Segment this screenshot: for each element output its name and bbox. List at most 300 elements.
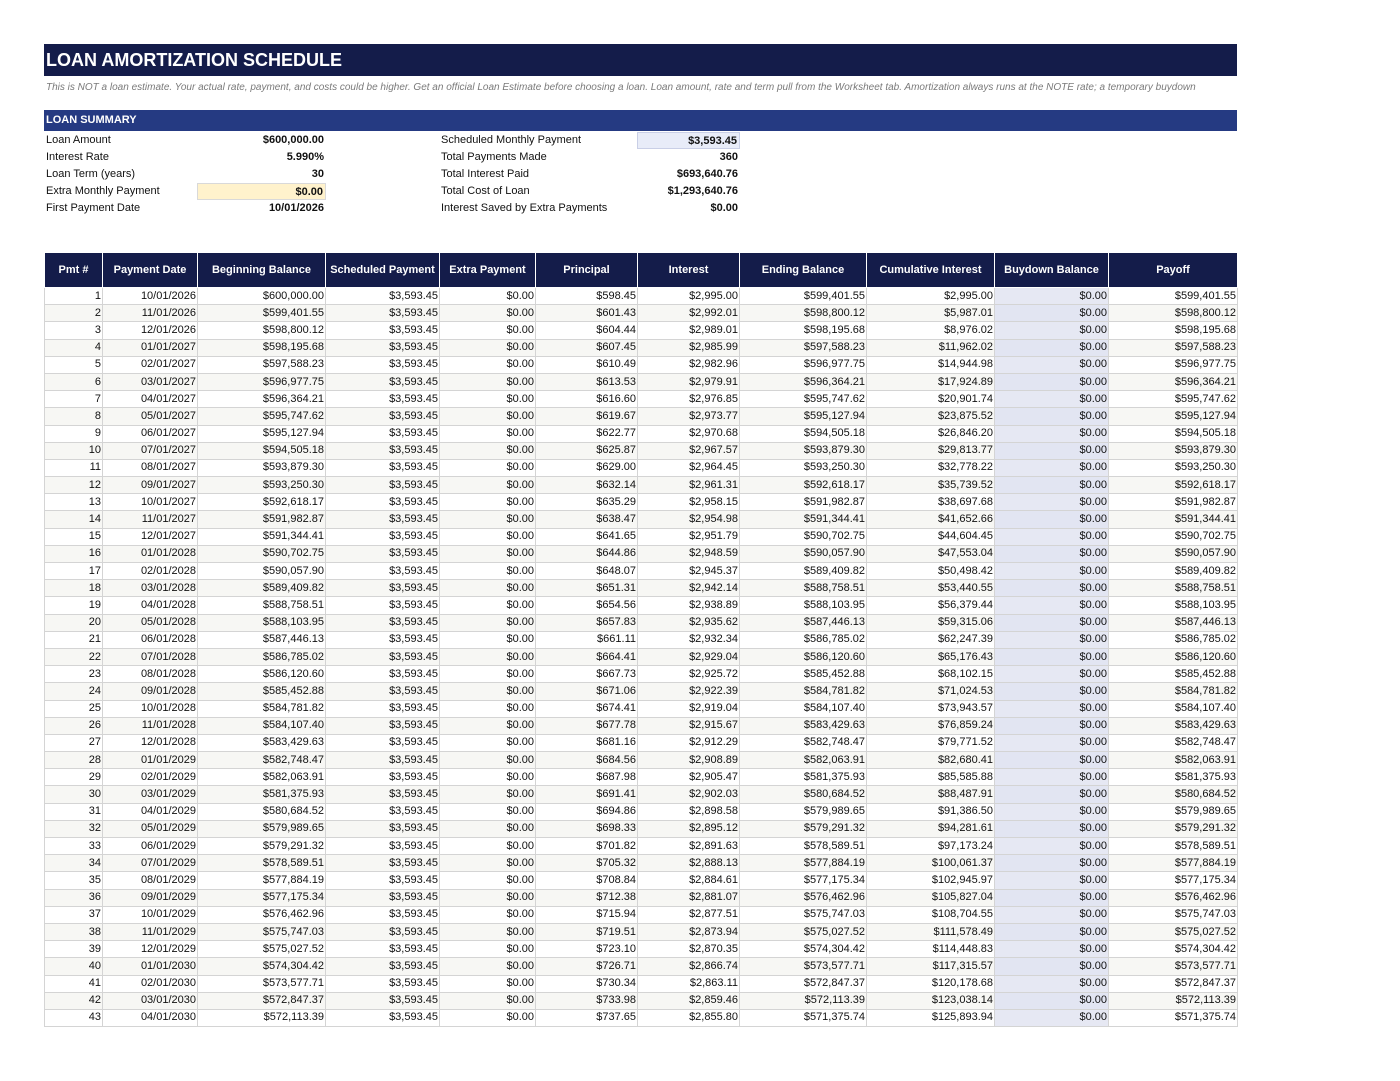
cell-payment-date[interactable]: 02/01/2029 <box>103 769 198 786</box>
cell-buydown-balance[interactable]: $0.00 <box>995 958 1109 975</box>
cell-beginning-balance[interactable]: $582,063.91 <box>198 769 326 786</box>
cell-payoff[interactable]: $599,401.55 <box>1109 288 1238 305</box>
cell-ending-balance[interactable]: $583,429.63 <box>740 717 867 734</box>
cell-scheduled-payment[interactable]: $3,593.45 <box>326 648 440 665</box>
cell-ending-balance[interactable]: $579,989.65 <box>740 803 867 820</box>
cell-payoff[interactable]: $590,702.75 <box>1109 528 1238 545</box>
cell-buydown-balance[interactable]: $0.00 <box>995 442 1109 459</box>
cell-interest[interactable]: $2,905.47 <box>638 769 740 786</box>
cell-beginning-balance[interactable]: $577,884.19 <box>198 872 326 889</box>
cell-beginning-balance[interactable]: $596,364.21 <box>198 391 326 408</box>
cell-payment-date[interactable]: 12/01/2029 <box>103 941 198 958</box>
cell-buydown-balance[interactable]: $0.00 <box>995 305 1109 322</box>
cell-extra-payment[interactable]: $0.00 <box>440 820 536 837</box>
cell-buydown-balance[interactable]: $0.00 <box>995 597 1109 614</box>
cell-interest[interactable]: $2,859.46 <box>638 992 740 1009</box>
cell-payoff[interactable]: $597,588.23 <box>1109 339 1238 356</box>
cell-principal[interactable]: $661.11 <box>536 631 638 648</box>
cell-payment-date[interactable]: 10/01/2026 <box>103 288 198 305</box>
cell-scheduled-payment[interactable]: $3,593.45 <box>326 356 440 373</box>
cell-beginning-balance[interactable]: $588,103.95 <box>198 614 326 631</box>
cell-cumulative-interest[interactable]: $26,846.20 <box>867 425 995 442</box>
cell-ending-balance[interactable]: $574,304.42 <box>740 941 867 958</box>
cell-extra-payment[interactable]: $0.00 <box>440 339 536 356</box>
cell-cumulative-interest[interactable]: $17,924.89 <box>867 373 995 390</box>
cell-beginning-balance[interactable]: $579,989.65 <box>198 820 326 837</box>
cell-extra-payment[interactable]: $0.00 <box>440 322 536 339</box>
cell-interest[interactable]: $2,954.98 <box>638 511 740 528</box>
cell-ending-balance[interactable]: $592,618.17 <box>740 477 867 494</box>
cell-interest[interactable]: $2,915.67 <box>638 717 740 734</box>
cell-buydown-balance[interactable]: $0.00 <box>995 459 1109 476</box>
cell-extra-payment[interactable]: $0.00 <box>440 958 536 975</box>
cell-payment-date[interactable]: 09/01/2029 <box>103 889 198 906</box>
cell-principal[interactable]: $723.10 <box>536 941 638 958</box>
cell-payoff[interactable]: $578,589.51 <box>1109 838 1238 855</box>
cell-scheduled-payment[interactable]: $3,593.45 <box>326 322 440 339</box>
cell-scheduled-payment[interactable]: $3,593.45 <box>326 528 440 545</box>
cell-buydown-balance[interactable]: $0.00 <box>995 700 1109 717</box>
cell-interest[interactable]: $2,982.96 <box>638 356 740 373</box>
cell-ending-balance[interactable]: $584,107.40 <box>740 700 867 717</box>
cell-beginning-balance[interactable]: $572,847.37 <box>198 992 326 1009</box>
cell-cumulative-interest[interactable]: $102,945.97 <box>867 872 995 889</box>
cell-beginning-balance[interactable]: $589,409.82 <box>198 580 326 597</box>
cell-scheduled-payment[interactable]: $3,593.45 <box>326 442 440 459</box>
cell-payment-date[interactable]: 03/01/2028 <box>103 580 198 597</box>
cell-scheduled-payment[interactable]: $3,593.45 <box>326 666 440 683</box>
cell-payment-date[interactable]: 12/01/2027 <box>103 528 198 545</box>
cell-beginning-balance[interactable]: $600,000.00 <box>198 288 326 305</box>
cell-cumulative-interest[interactable]: $41,652.66 <box>867 511 995 528</box>
cell-beginning-balance[interactable]: $584,107.40 <box>198 717 326 734</box>
cell-interest[interactable]: $2,881.07 <box>638 889 740 906</box>
cell-principal[interactable]: $712.38 <box>536 889 638 906</box>
cell-beginning-balance[interactable]: $584,781.82 <box>198 700 326 717</box>
cell-payment-date[interactable]: 08/01/2029 <box>103 872 198 889</box>
cell-ending-balance[interactable]: $582,748.47 <box>740 734 867 751</box>
cell-beginning-balance[interactable]: $576,462.96 <box>198 906 326 923</box>
cell-buydown-balance[interactable]: $0.00 <box>995 339 1109 356</box>
cell-payment-date[interactable]: 10/01/2027 <box>103 494 198 511</box>
cell-extra-payment[interactable]: $0.00 <box>440 356 536 373</box>
cell-extra-payment[interactable]: $0.00 <box>440 992 536 1009</box>
cell-payoff[interactable]: $575,027.52 <box>1109 923 1238 940</box>
cell-beginning-balance[interactable]: $572,113.39 <box>198 1009 326 1026</box>
cell-interest[interactable]: $2,888.13 <box>638 855 740 872</box>
cell-payoff[interactable]: $571,375.74 <box>1109 1009 1238 1026</box>
cell-cumulative-interest[interactable]: $114,448.83 <box>867 941 995 958</box>
cell-principal[interactable]: $632.14 <box>536 477 638 494</box>
cell-beginning-balance[interactable]: $573,577.71 <box>198 975 326 992</box>
cell-payoff[interactable]: $593,250.30 <box>1109 459 1238 476</box>
cell-scheduled-payment[interactable]: $3,593.45 <box>326 975 440 992</box>
cell-ending-balance[interactable]: $586,785.02 <box>740 631 867 648</box>
cell-payoff[interactable]: $573,577.71 <box>1109 958 1238 975</box>
cell-payment-date[interactable]: 11/01/2027 <box>103 511 198 528</box>
cell-pmt-number[interactable]: 36 <box>45 889 103 906</box>
cell-buydown-balance[interactable]: $0.00 <box>995 425 1109 442</box>
cell-buydown-balance[interactable]: $0.00 <box>995 855 1109 872</box>
cell-ending-balance[interactable]: $578,589.51 <box>740 838 867 855</box>
cell-buydown-balance[interactable]: $0.00 <box>995 975 1109 992</box>
cell-payoff[interactable]: $592,618.17 <box>1109 477 1238 494</box>
cell-ending-balance[interactable]: $587,446.13 <box>740 614 867 631</box>
cell-extra-payment[interactable]: $0.00 <box>440 631 536 648</box>
cell-cumulative-interest[interactable]: $50,498.42 <box>867 563 995 580</box>
cell-buydown-balance[interactable]: $0.00 <box>995 752 1109 769</box>
cell-buydown-balance[interactable]: $0.00 <box>995 889 1109 906</box>
cell-ending-balance[interactable]: $586,120.60 <box>740 648 867 665</box>
cell-beginning-balance[interactable]: $591,344.41 <box>198 528 326 545</box>
cell-pmt-number[interactable]: 24 <box>45 683 103 700</box>
cell-cumulative-interest[interactable]: $88,487.91 <box>867 786 995 803</box>
cell-beginning-balance[interactable]: $575,027.52 <box>198 941 326 958</box>
cell-interest[interactable]: $2,866.74 <box>638 958 740 975</box>
cell-interest[interactable]: $2,979.91 <box>638 373 740 390</box>
cell-interest[interactable]: $2,891.63 <box>638 838 740 855</box>
cell-pmt-number[interactable]: 11 <box>45 459 103 476</box>
cell-payoff[interactable]: $595,127.94 <box>1109 408 1238 425</box>
cell-buydown-balance[interactable]: $0.00 <box>995 923 1109 940</box>
cell-beginning-balance[interactable]: $580,684.52 <box>198 803 326 820</box>
cell-ending-balance[interactable]: $591,344.41 <box>740 511 867 528</box>
cell-payment-date[interactable]: 07/01/2029 <box>103 855 198 872</box>
cell-cumulative-interest[interactable]: $14,944.98 <box>867 356 995 373</box>
cell-pmt-number[interactable]: 30 <box>45 786 103 803</box>
cell-extra-payment[interactable]: $0.00 <box>440 305 536 322</box>
cell-extra-payment[interactable]: $0.00 <box>440 769 536 786</box>
cell-cumulative-interest[interactable]: $125,893.94 <box>867 1009 995 1026</box>
cell-buydown-balance[interactable]: $0.00 <box>995 356 1109 373</box>
cell-interest[interactable]: $2,989.01 <box>638 322 740 339</box>
cell-buydown-balance[interactable]: $0.00 <box>995 288 1109 305</box>
cell-scheduled-payment[interactable]: $3,593.45 <box>326 820 440 837</box>
cell-cumulative-interest[interactable]: $100,061.37 <box>867 855 995 872</box>
cell-beginning-balance[interactable]: $583,429.63 <box>198 734 326 751</box>
cell-payoff[interactable]: $596,364.21 <box>1109 373 1238 390</box>
cell-beginning-balance[interactable]: $595,747.62 <box>198 408 326 425</box>
cell-interest[interactable]: $2,945.37 <box>638 563 740 580</box>
cell-pmt-number[interactable]: 39 <box>45 941 103 958</box>
cell-beginning-balance[interactable]: $597,588.23 <box>198 356 326 373</box>
cell-cumulative-interest[interactable]: $8,976.02 <box>867 322 995 339</box>
cell-ending-balance[interactable]: $577,175.34 <box>740 872 867 889</box>
cell-cumulative-interest[interactable]: $29,813.77 <box>867 442 995 459</box>
cell-buydown-balance[interactable]: $0.00 <box>995 391 1109 408</box>
cell-principal[interactable]: $730.34 <box>536 975 638 992</box>
cell-pmt-number[interactable]: 7 <box>45 391 103 408</box>
first-payment-date-value[interactable]: 10/01/2026 <box>268 202 324 214</box>
cell-beginning-balance[interactable]: $575,747.03 <box>198 923 326 940</box>
cell-interest[interactable]: $2,877.51 <box>638 906 740 923</box>
cell-ending-balance[interactable]: $577,884.19 <box>740 855 867 872</box>
cell-principal[interactable]: $651.31 <box>536 580 638 597</box>
cell-ending-balance[interactable]: $595,747.62 <box>740 391 867 408</box>
cell-pmt-number[interactable]: 1 <box>45 288 103 305</box>
cell-beginning-balance[interactable]: $586,120.60 <box>198 666 326 683</box>
cell-principal[interactable]: $638.47 <box>536 511 638 528</box>
cell-buydown-balance[interactable]: $0.00 <box>995 408 1109 425</box>
cell-pmt-number[interactable]: 37 <box>45 906 103 923</box>
cell-buydown-balance[interactable]: $0.00 <box>995 941 1109 958</box>
cell-cumulative-interest[interactable]: $71,024.53 <box>867 683 995 700</box>
cell-principal[interactable]: $701.82 <box>536 838 638 855</box>
cell-payment-date[interactable]: 12/01/2028 <box>103 734 198 751</box>
cell-interest[interactable]: $2,855.80 <box>638 1009 740 1026</box>
cell-interest[interactable]: $2,884.61 <box>638 872 740 889</box>
cell-cumulative-interest[interactable]: $47,553.04 <box>867 545 995 562</box>
cell-beginning-balance[interactable]: $579,291.32 <box>198 838 326 855</box>
cell-interest[interactable]: $2,873.94 <box>638 923 740 940</box>
cell-pmt-number[interactable]: 21 <box>45 631 103 648</box>
cell-payment-date[interactable]: 08/01/2028 <box>103 666 198 683</box>
cell-extra-payment[interactable]: $0.00 <box>440 889 536 906</box>
cell-principal[interactable]: $694.86 <box>536 803 638 820</box>
cell-extra-payment[interactable]: $0.00 <box>440 700 536 717</box>
cell-scheduled-payment[interactable]: $3,593.45 <box>326 373 440 390</box>
cell-pmt-number[interactable]: 18 <box>45 580 103 597</box>
cell-payment-date[interactable]: 10/01/2029 <box>103 906 198 923</box>
cell-scheduled-payment[interactable]: $3,593.45 <box>326 1009 440 1026</box>
cell-extra-payment[interactable]: $0.00 <box>440 528 536 545</box>
cell-principal[interactable]: $613.53 <box>536 373 638 390</box>
cell-buydown-balance[interactable]: $0.00 <box>995 820 1109 837</box>
cell-payoff[interactable]: $598,800.12 <box>1109 305 1238 322</box>
cell-principal[interactable]: $610.49 <box>536 356 638 373</box>
cell-scheduled-payment[interactable]: $3,593.45 <box>326 545 440 562</box>
cell-extra-payment[interactable]: $0.00 <box>440 838 536 855</box>
cell-principal[interactable]: $671.06 <box>536 683 638 700</box>
cell-principal[interactable]: $684.56 <box>536 752 638 769</box>
cell-payoff[interactable]: $586,785.02 <box>1109 631 1238 648</box>
cell-payoff[interactable]: $584,107.40 <box>1109 700 1238 717</box>
cell-cumulative-interest[interactable]: $62,247.39 <box>867 631 995 648</box>
cell-ending-balance[interactable]: $572,847.37 <box>740 975 867 992</box>
cell-scheduled-payment[interactable]: $3,593.45 <box>326 958 440 975</box>
cell-interest[interactable]: $2,929.04 <box>638 648 740 665</box>
cell-pmt-number[interactable]: 28 <box>45 752 103 769</box>
cell-principal[interactable]: $674.41 <box>536 700 638 717</box>
cell-beginning-balance[interactable]: $586,785.02 <box>198 648 326 665</box>
cell-interest[interactable]: $2,919.04 <box>638 700 740 717</box>
cell-payoff[interactable]: $587,446.13 <box>1109 614 1238 631</box>
cell-extra-payment[interactable]: $0.00 <box>440 580 536 597</box>
cell-pmt-number[interactable]: 14 <box>45 511 103 528</box>
cell-beginning-balance[interactable]: $577,175.34 <box>198 889 326 906</box>
cell-ending-balance[interactable]: $582,063.91 <box>740 752 867 769</box>
cell-buydown-balance[interactable]: $0.00 <box>995 580 1109 597</box>
cell-principal[interactable]: $681.16 <box>536 734 638 751</box>
cell-pmt-number[interactable]: 31 <box>45 803 103 820</box>
cell-scheduled-payment[interactable]: $3,593.45 <box>326 838 440 855</box>
cell-principal[interactable]: $733.98 <box>536 992 638 1009</box>
cell-beginning-balance[interactable]: $578,589.51 <box>198 855 326 872</box>
cell-extra-payment[interactable]: $0.00 <box>440 803 536 820</box>
cell-extra-payment[interactable]: $0.00 <box>440 511 536 528</box>
cell-scheduled-payment[interactable]: $3,593.45 <box>326 597 440 614</box>
cell-cumulative-interest[interactable]: $32,778.22 <box>867 459 995 476</box>
cell-buydown-balance[interactable]: $0.00 <box>995 494 1109 511</box>
cell-beginning-balance[interactable]: $590,057.90 <box>198 563 326 580</box>
cell-extra-payment[interactable]: $0.00 <box>440 666 536 683</box>
cell-interest[interactable]: $2,985.99 <box>638 339 740 356</box>
cell-buydown-balance[interactable]: $0.00 <box>995 838 1109 855</box>
cell-payoff[interactable]: $595,747.62 <box>1109 391 1238 408</box>
cell-cumulative-interest[interactable]: $56,379.44 <box>867 597 995 614</box>
cell-principal[interactable]: $667.73 <box>536 666 638 683</box>
cell-buydown-balance[interactable]: $0.00 <box>995 477 1109 494</box>
cell-pmt-number[interactable]: 10 <box>45 442 103 459</box>
cell-extra-payment[interactable]: $0.00 <box>440 683 536 700</box>
cell-principal[interactable]: $691.41 <box>536 786 638 803</box>
cell-pmt-number[interactable]: 43 <box>45 1009 103 1026</box>
cell-interest[interactable]: $2,992.01 <box>638 305 740 322</box>
cell-payment-date[interactable]: 03/01/2029 <box>103 786 198 803</box>
cell-cumulative-interest[interactable]: $11,962.02 <box>867 339 995 356</box>
cell-payment-date[interactable]: 10/01/2028 <box>103 700 198 717</box>
cell-scheduled-payment[interactable]: $3,593.45 <box>326 889 440 906</box>
cell-ending-balance[interactable]: $588,758.51 <box>740 580 867 597</box>
cell-extra-payment[interactable]: $0.00 <box>440 923 536 940</box>
cell-extra-payment[interactable]: $0.00 <box>440 855 536 872</box>
cell-extra-payment[interactable]: $0.00 <box>440 477 536 494</box>
cell-payoff[interactable]: $574,304.42 <box>1109 941 1238 958</box>
cell-payoff[interactable]: $591,982.87 <box>1109 494 1238 511</box>
cell-payment-date[interactable]: 04/01/2027 <box>103 391 198 408</box>
cell-extra-payment[interactable]: $0.00 <box>440 786 536 803</box>
cell-interest[interactable]: $2,948.59 <box>638 545 740 562</box>
cell-buydown-balance[interactable]: $0.00 <box>995 683 1109 700</box>
cell-cumulative-interest[interactable]: $82,680.41 <box>867 752 995 769</box>
cell-extra-payment[interactable]: $0.00 <box>440 597 536 614</box>
cell-interest[interactable]: $2,902.03 <box>638 786 740 803</box>
cell-ending-balance[interactable]: $575,747.03 <box>740 906 867 923</box>
cell-scheduled-payment[interactable]: $3,593.45 <box>326 391 440 408</box>
cell-extra-payment[interactable]: $0.00 <box>440 494 536 511</box>
cell-beginning-balance[interactable]: $590,702.75 <box>198 545 326 562</box>
cell-buydown-balance[interactable]: $0.00 <box>995 614 1109 631</box>
cell-principal[interactable]: $619.67 <box>536 408 638 425</box>
cell-payoff[interactable]: $588,103.95 <box>1109 597 1238 614</box>
cell-payoff[interactable]: $575,747.03 <box>1109 906 1238 923</box>
cell-pmt-number[interactable]: 40 <box>45 958 103 975</box>
cell-pmt-number[interactable]: 15 <box>45 528 103 545</box>
cell-cumulative-interest[interactable]: $53,440.55 <box>867 580 995 597</box>
cell-extra-payment[interactable]: $0.00 <box>440 408 536 425</box>
cell-scheduled-payment[interactable]: $3,593.45 <box>326 425 440 442</box>
cell-scheduled-payment[interactable]: $3,593.45 <box>326 459 440 476</box>
cell-scheduled-payment[interactable]: $3,593.45 <box>326 906 440 923</box>
cell-scheduled-payment[interactable]: $3,593.45 <box>326 614 440 631</box>
cell-scheduled-payment[interactable]: $3,593.45 <box>326 992 440 1009</box>
cell-ending-balance[interactable]: $571,375.74 <box>740 1009 867 1026</box>
cell-pmt-number[interactable]: 8 <box>45 408 103 425</box>
cell-scheduled-payment[interactable]: $3,593.45 <box>326 339 440 356</box>
cell-ending-balance[interactable]: $593,879.30 <box>740 442 867 459</box>
cell-payment-date[interactable]: 06/01/2028 <box>103 631 198 648</box>
cell-ending-balance[interactable]: $576,462.96 <box>740 889 867 906</box>
cell-payoff[interactable]: $581,375.93 <box>1109 769 1238 786</box>
cell-interest[interactable]: $2,973.77 <box>638 408 740 425</box>
cell-pmt-number[interactable]: 3 <box>45 322 103 339</box>
cell-cumulative-interest[interactable]: $35,739.52 <box>867 477 995 494</box>
cell-cumulative-interest[interactable]: $111,578.49 <box>867 923 995 940</box>
cell-cumulative-interest[interactable]: $91,386.50 <box>867 803 995 820</box>
cell-scheduled-payment[interactable]: $3,593.45 <box>326 941 440 958</box>
cell-ending-balance[interactable]: $581,375.93 <box>740 769 867 786</box>
cell-principal[interactable]: $687.98 <box>536 769 638 786</box>
cell-cumulative-interest[interactable]: $38,697.68 <box>867 494 995 511</box>
cell-pmt-number[interactable]: 5 <box>45 356 103 373</box>
cell-buydown-balance[interactable]: $0.00 <box>995 992 1109 1009</box>
cell-interest[interactable]: $2,942.14 <box>638 580 740 597</box>
cell-extra-payment[interactable]: $0.00 <box>440 288 536 305</box>
cell-pmt-number[interactable]: 32 <box>45 820 103 837</box>
cell-principal[interactable]: $616.60 <box>536 391 638 408</box>
cell-extra-payment[interactable]: $0.00 <box>440 442 536 459</box>
cell-payoff[interactable]: $593,879.30 <box>1109 442 1238 459</box>
cell-ending-balance[interactable]: $588,103.95 <box>740 597 867 614</box>
cell-scheduled-payment[interactable]: $3,593.45 <box>326 631 440 648</box>
cell-beginning-balance[interactable]: $598,800.12 <box>198 322 326 339</box>
cell-ending-balance[interactable]: $599,401.55 <box>740 288 867 305</box>
cell-cumulative-interest[interactable]: $2,995.00 <box>867 288 995 305</box>
cell-principal[interactable]: $641.65 <box>536 528 638 545</box>
cell-payment-date[interactable]: 07/01/2027 <box>103 442 198 459</box>
cell-extra-payment[interactable]: $0.00 <box>440 717 536 734</box>
cell-cumulative-interest[interactable]: $5,987.01 <box>867 305 995 322</box>
cell-extra-payment[interactable]: $0.00 <box>440 391 536 408</box>
cell-payment-date[interactable]: 11/01/2028 <box>103 717 198 734</box>
cell-extra-payment[interactable]: $0.00 <box>440 425 536 442</box>
cell-cumulative-interest[interactable]: $94,281.61 <box>867 820 995 837</box>
cell-principal[interactable]: $604.44 <box>536 322 638 339</box>
cell-pmt-number[interactable]: 26 <box>45 717 103 734</box>
cell-ending-balance[interactable]: $593,250.30 <box>740 459 867 476</box>
cell-cumulative-interest[interactable]: $59,315.06 <box>867 614 995 631</box>
cell-payment-date[interactable]: 02/01/2030 <box>103 975 198 992</box>
cell-interest[interactable]: $2,938.89 <box>638 597 740 614</box>
interest-rate-value[interactable]: 5.990% <box>286 151 324 163</box>
cell-pmt-number[interactable]: 9 <box>45 425 103 442</box>
cell-ending-balance[interactable]: $596,364.21 <box>740 373 867 390</box>
cell-payoff[interactable]: $576,462.96 <box>1109 889 1238 906</box>
cell-principal[interactable]: $708.84 <box>536 872 638 889</box>
cell-extra-payment[interactable]: $0.00 <box>440 872 536 889</box>
cell-buydown-balance[interactable]: $0.00 <box>995 717 1109 734</box>
cell-extra-payment[interactable]: $0.00 <box>440 734 536 751</box>
cell-cumulative-interest[interactable]: $23,875.52 <box>867 408 995 425</box>
cell-interest[interactable]: $2,895.12 <box>638 820 740 837</box>
cell-cumulative-interest[interactable]: $76,859.24 <box>867 717 995 734</box>
cell-payment-date[interactable]: 01/01/2027 <box>103 339 198 356</box>
cell-ending-balance[interactable]: $590,057.90 <box>740 545 867 562</box>
cell-principal[interactable]: $677.78 <box>536 717 638 734</box>
cell-buydown-balance[interactable]: $0.00 <box>995 666 1109 683</box>
cell-buydown-balance[interactable]: $0.00 <box>995 373 1109 390</box>
cell-principal[interactable]: $644.86 <box>536 545 638 562</box>
cell-pmt-number[interactable]: 20 <box>45 614 103 631</box>
cell-pmt-number[interactable]: 12 <box>45 477 103 494</box>
cell-payoff[interactable]: $572,113.39 <box>1109 992 1238 1009</box>
cell-principal[interactable]: $657.83 <box>536 614 638 631</box>
cell-extra-payment[interactable]: $0.00 <box>440 459 536 476</box>
cell-scheduled-payment[interactable]: $3,593.45 <box>326 872 440 889</box>
cell-cumulative-interest[interactable]: $68,102.15 <box>867 666 995 683</box>
cell-beginning-balance[interactable]: $574,304.42 <box>198 958 326 975</box>
cell-payoff[interactable]: $583,429.63 <box>1109 717 1238 734</box>
